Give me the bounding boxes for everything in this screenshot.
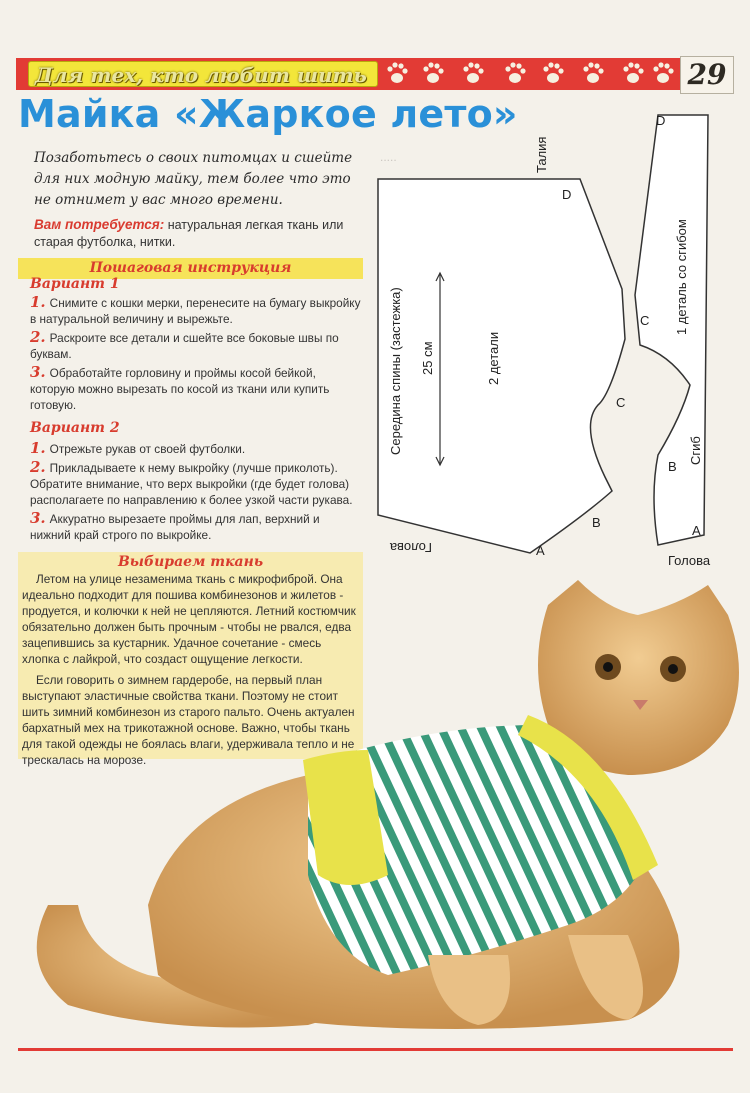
left-letter-a: A [536,543,545,558]
fabric-paragraph-2: Если говорить о зимнем гардеробе, на первый план выступают эластичные свойства ткани. Поэтому не стоит шить зимний комбинезон из старого пальто. Очень актуален бархатный мех на трикотажной основе. Важно, чтобы ткань для такой одежды не боялась влаги, удерживала тепло и не трескалась на морозе. [22,673,355,767]
left-letter-c: C [616,395,626,410]
left-head-label: Голова [389,540,432,555]
right-head-label: Голова [668,553,711,568]
fabric-heading: Выбираем ткань [117,554,264,570]
fabric-paragraph-1: Летом на улице незаменима ткань с микрофиброй. Она идеально подходит для пошива комбинезонов и жилетов - продуется, и колючки к ней не цепляются. Летний костюмчик обязательно должен быть прочным - чтобы не рвался, едва зацепившись за кустарник. Удачное сочетание - смесь хлопка с лайкрой, что создаст ощущение легкости. [22,572,356,666]
materials-paragraph [34,216,364,251]
right-letter-a: A [692,523,701,538]
instructions-heading: Пошаговая инструкция [18,258,363,279]
variant2-steps [30,440,362,545]
right-letter-b: B [668,459,677,474]
fold-label: Сгиб [688,436,703,465]
intro-text: Позаботьтесь о своих питомцах и сшейте для них модную майку, тем более что это не отнимет у вас много времени. [34,150,353,208]
paw-print-icon [502,58,528,88]
article-title: Майка «Жаркое лето» [18,92,518,136]
cat-photo [8,575,750,1040]
left-count-label: 2 детали [486,331,501,385]
paw-print-icon [540,58,566,88]
right-letter-d: D [656,113,666,128]
variant1-title: Вариант 1 [30,276,120,292]
left-pattern-piece [378,179,625,553]
step-item: 1. Снимите с кошки мерки, перенесите на бумагу выкройку в натуральной величину и вырежьте. [30,293,361,326]
section-title: Для тех, кто любит шить [28,61,378,87]
step-item: 1. Отрежьте рукав от своей футболки. [30,439,246,457]
materials-text: натуральная легкая ткань или старая футболка, нитки. [34,218,344,249]
waist-label: Талия [534,136,549,173]
center-back-label: Середина спины (застежка) [388,287,403,455]
paw-print-icon [420,58,446,88]
paw-print-icon [620,58,646,88]
left-letter-b: B [592,515,601,530]
paw-print-icon [384,58,410,88]
variant2-title: Вариант 2 [30,420,120,436]
ghost-text: ..... [380,150,397,164]
step-item: 3. Обработайте горловину и проймы косой бейкой, которую можно вырезать по косой из ткани или купить готовую. [30,363,330,412]
paw-print-icon [460,58,486,88]
materials-label: Вам потребуется: [34,217,165,232]
bottom-rule [18,1048,733,1051]
cat-pupil-left [603,662,613,672]
page-number: 29 [680,56,734,94]
step-item: 3. Аккуратно вырезаете проймы для лап, верхний и нижний край строго по выкройке. [30,509,320,542]
sewing-pattern [370,95,740,580]
step-item: 2. Раскроите все детали и сшейте все боковые швы по буквам. [30,328,339,361]
right-count-label: 1 деталь со сгибом [674,219,689,335]
paw-print-icon [650,58,676,88]
measure-label: 25 см [420,341,435,375]
cat-pupil-right [668,664,678,674]
left-letter-d: D [562,187,572,202]
step-item: 2. Прикладываете к нему выкройку (лучше приколоть). Обратите внимание, что верх выкройки (где будет голова) располагаете по направлению к более узкой части рукава. [30,458,353,507]
right-pattern-piece [635,115,708,545]
right-letter-c: C [640,313,650,328]
variant1-steps [30,294,362,415]
paw-print-icon [580,58,606,88]
